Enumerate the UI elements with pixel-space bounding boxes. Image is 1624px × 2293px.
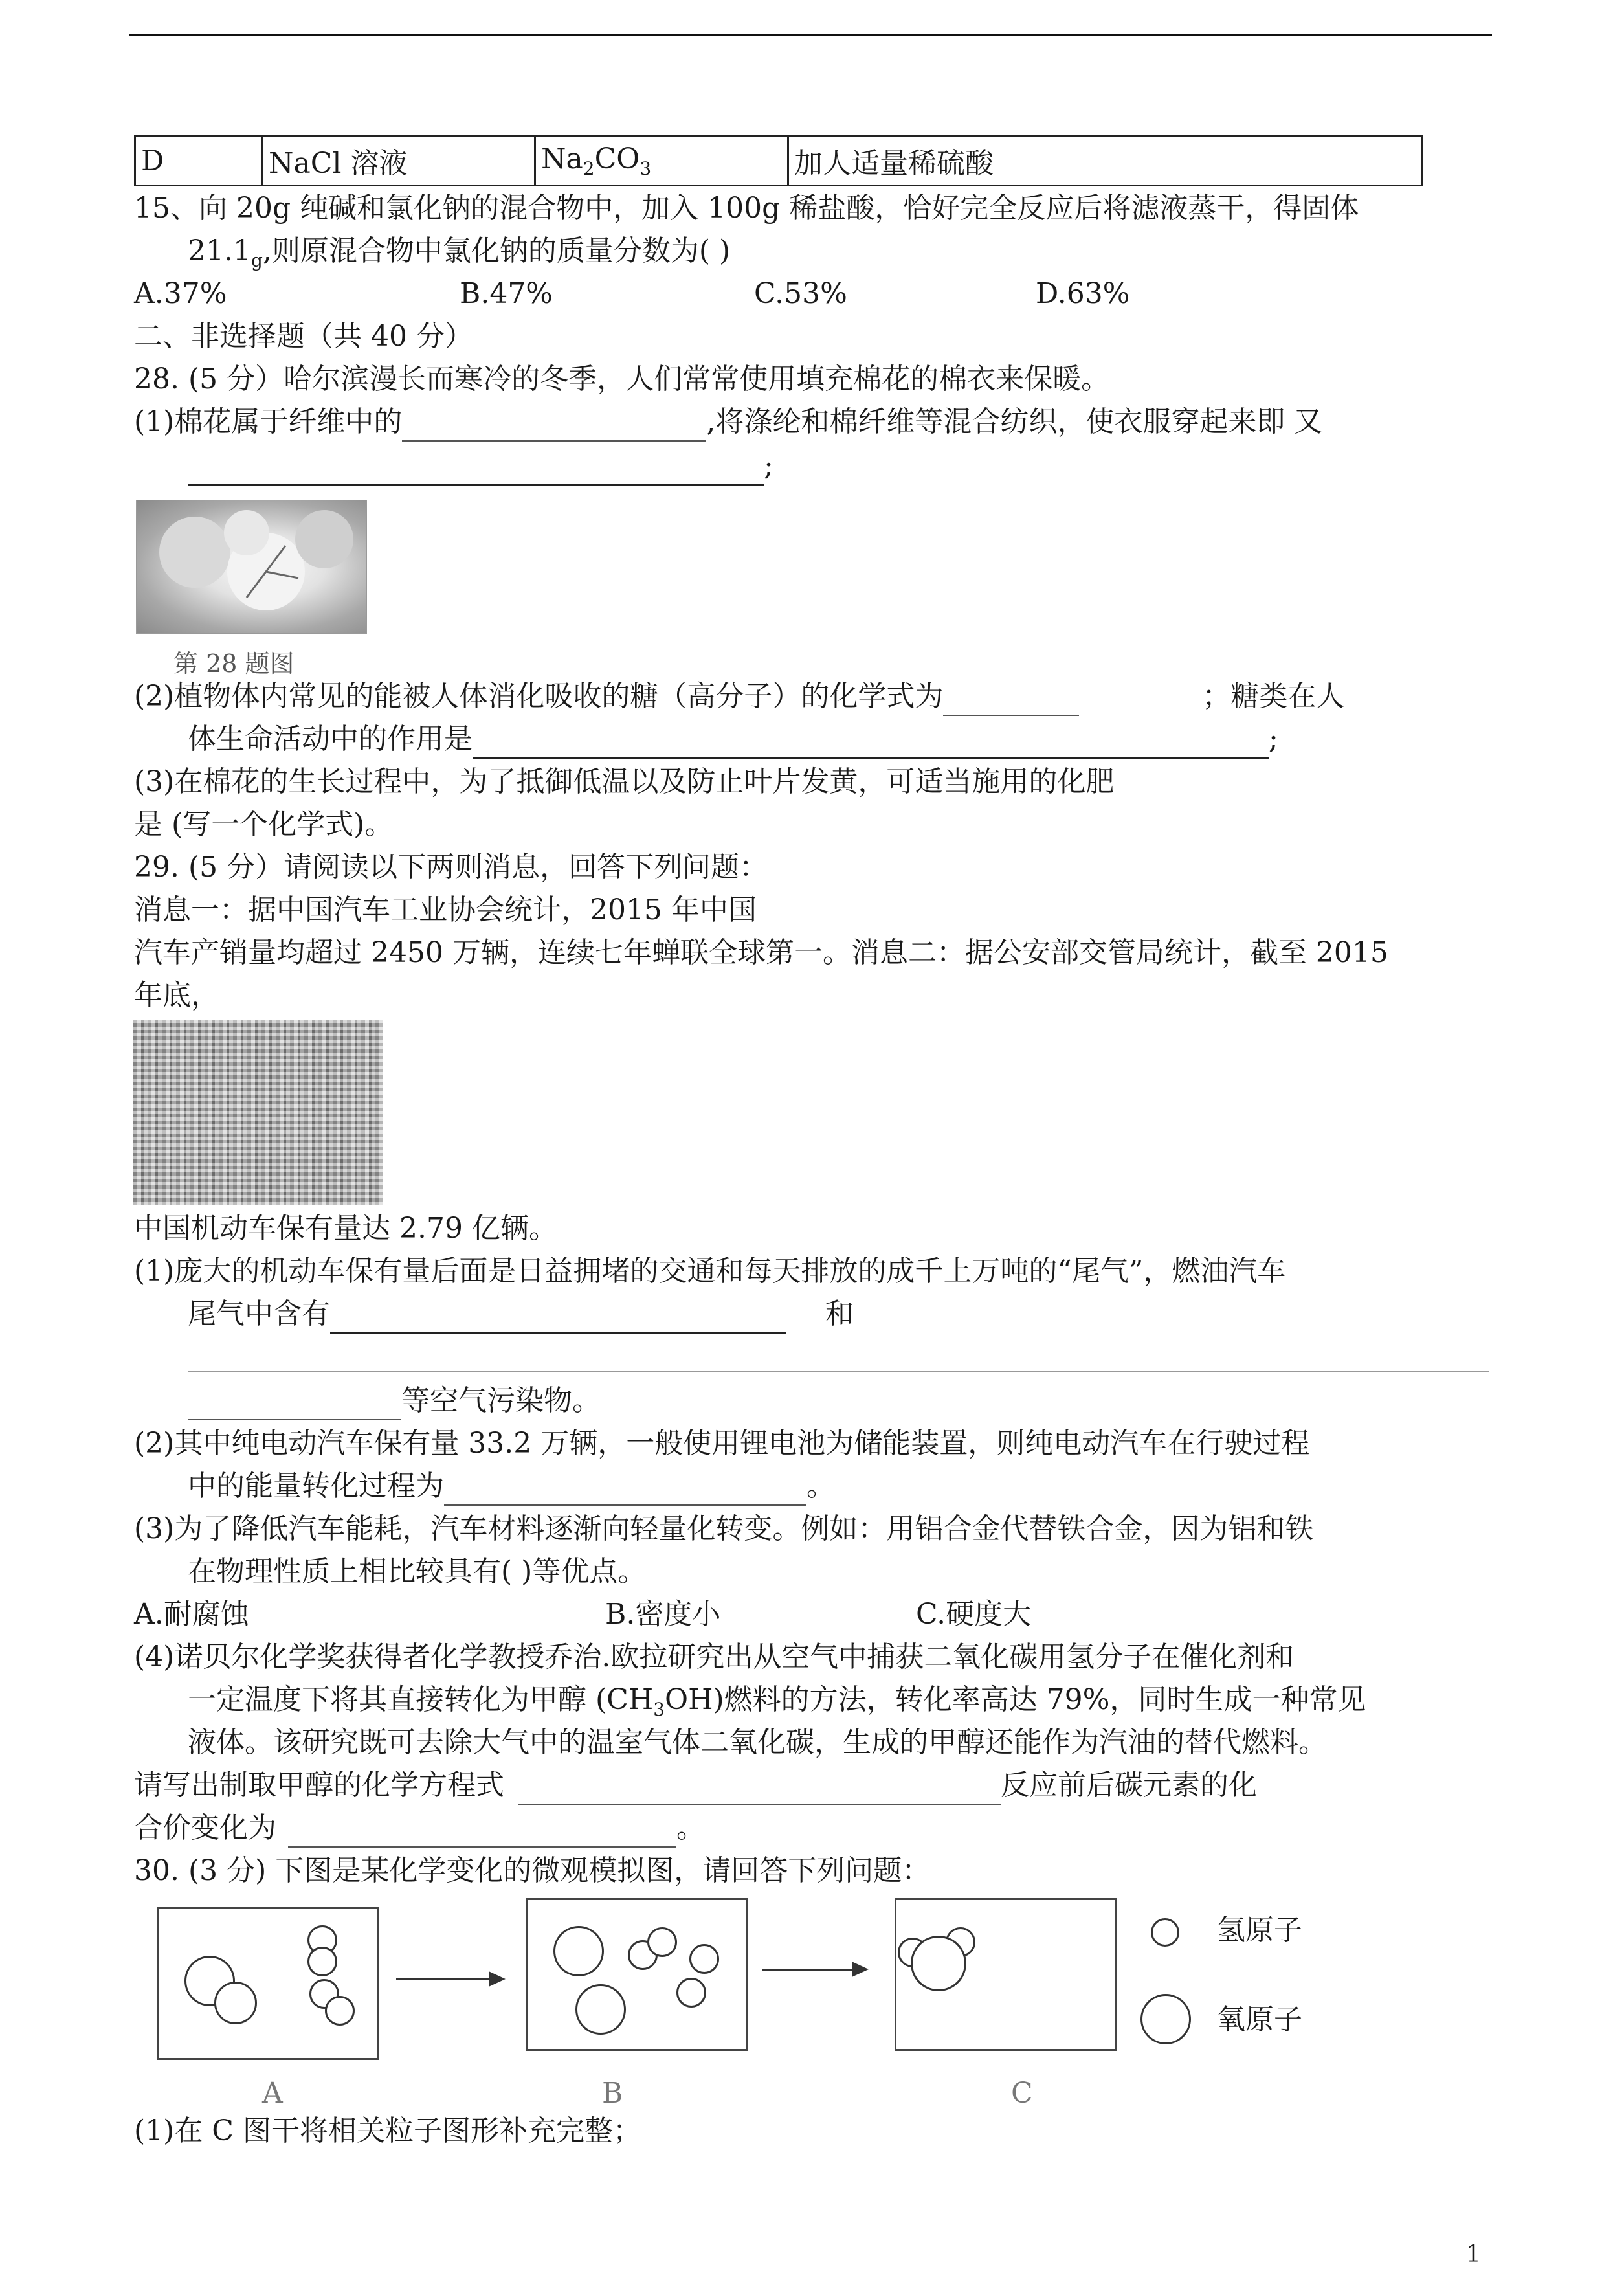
q29-part3-line1: (3)为了降低汽车能耗，汽车材料逐渐向轻量化转变。例如：用铝合金代替铁合金，因为铝和铁 <box>134 1512 1314 1545</box>
q15-option-c: C.53% <box>754 277 847 310</box>
table-cell-method: 加人适量稀硫酸 <box>788 136 1422 186</box>
answer-blank[interactable] <box>518 1775 1001 1805</box>
q30-part1: (1)在 C 图干将相关粒子图形补充完整； <box>134 2114 641 2147</box>
q28-part1-line1: (1)棉花属于纤维中的 ,将涤纶和棉纤维等混合纺织，使衣服穿起来即 又 <box>134 403 1322 442</box>
q15-line1: 15、向 20g 纯碱和氯化钠的混合物中，加入 100g 稀盐酸，恰好完全反应后将滤液蒸干，得固体 <box>134 192 1359 225</box>
q15-option-b: B.47% <box>460 277 553 310</box>
q29-option-b: B.密度小 <box>605 1598 721 1631</box>
oxygen-atom <box>575 1984 626 2035</box>
answer-blank[interactable] <box>444 1476 806 1506</box>
diagram-box-b <box>526 1898 748 2051</box>
q29-message3: 年底， <box>134 979 219 1012</box>
q29-part4-line2: 一定温度下将其直接转化为甲醇 $(CH_3OH)$燃料的方法，转化率高达 79%，同时生成一种常见 <box>188 1683 1366 1720</box>
q15-option-a: A.37% <box>134 277 227 310</box>
answer-line[interactable] <box>188 1371 1489 1372</box>
q28-part2-line1: (2)植物体内常见的能被人体消化吸收的糖（高分子）的化学式为 ；糖类在人 <box>134 677 1344 716</box>
answer-blank[interactable] <box>288 1818 676 1848</box>
cotton-photo <box>136 500 367 634</box>
q28-part3-line1: (3)在棉花的生长过程中，为了抵御低温以及防止叶片发黄，可适当施用的化肥 <box>134 765 1115 798</box>
reaction-arrow <box>762 1969 866 1971</box>
answer-blank[interactable] <box>330 1303 786 1334</box>
table-cell-impurity: $Na_2CO_3$ <box>535 136 788 186</box>
legend-hydrogen-symbol <box>1151 1918 1179 1947</box>
reaction-arrow <box>396 1978 503 1980</box>
hydrogen-atom <box>325 1996 355 2026</box>
legend-oxygen-symbol <box>1140 1994 1191 2044</box>
q29-part2-line2: 中的能量转化过程为 。 <box>188 1467 835 1506</box>
q29-part1-line2: 尾气中含有 和 <box>188 1295 854 1334</box>
legend-hydrogen-label: 氢原子 <box>1217 1914 1302 1947</box>
q29-part4-line3: 液体。该研究既可去除大气中的温室气体二氧化碳，生成的甲醇还能作为汽油的替代燃料。 <box>188 1726 1327 1759</box>
q29-part1-line1: (1)庞大的机动车保有量后面是日益拥堵的交通和每天排放的成千上万吨的“尾气”，燃油汽车 <box>134 1255 1286 1288</box>
hydrogen-atom <box>676 1978 706 2008</box>
q29-part4-line1: (4)诺贝尔化学奖获得者化学教授乔治.欧拉研究出从空气中捕获二氧化碳用氢分子在催化剂和 <box>134 1640 1295 1673</box>
q29-option-c: C.硬度大 <box>916 1598 1032 1631</box>
q29-option-a: A.耐腐蚀 <box>134 1598 249 1631</box>
page-number: 1 <box>1466 2241 1481 2268</box>
q29-part3-line2: 在物理性质上相比较具有( )等优点。 <box>188 1555 647 1588</box>
q29-message2: 汽车产销量均超过 2450 万辆，连续七年蝉联全球第一。消息二：据公安部交管局统计，截至 2015 <box>134 936 1388 969</box>
answer-blank[interactable] <box>188 1391 401 1420</box>
q15-line2: $21.1_g$,则原混合物中氯化钠的质量分数为( ) <box>188 234 731 271</box>
oxygen-atom <box>553 1926 604 1976</box>
diagram-label-a: A <box>262 2077 283 2110</box>
cotton-illustration <box>137 500 366 633</box>
answer-blank[interactable] <box>188 455 764 486</box>
table-row <box>135 136 1422 186</box>
hydrogen-atom <box>307 1947 337 1976</box>
q29-message4: 中国机动车保有量达 2.79 亿辆。 <box>134 1212 557 1245</box>
q28-part1-line2: ; <box>188 447 773 486</box>
hydrogen-atom <box>647 1927 677 1957</box>
diagram-label-c: C <box>1011 2077 1033 2110</box>
section-heading: 二、非选择题（共 40 分） <box>134 320 473 353</box>
diagram-label-b: B <box>602 2077 623 2110</box>
answer-blank[interactable] <box>473 728 1269 759</box>
q29-message1: 消息一：据中国汽车工业协会统计，2015 年中国 <box>134 893 757 926</box>
q29-part1-line3: 等空气污染物。 <box>188 1381 601 1420</box>
q29-part4-line4: 请写出制取甲醇的化学方程式 反应前后碳元素的化 <box>134 1766 1257 1805</box>
q29-part4-line5: 合价变化为 。 <box>134 1809 705 1848</box>
header-rule <box>129 34 1492 36</box>
oxygen-atom <box>911 1936 966 1991</box>
reagent-table <box>134 135 1423 186</box>
diagram-box-c[interactable] <box>895 1898 1117 2051</box>
traffic-photo <box>133 1020 383 1205</box>
answer-blank[interactable] <box>402 412 706 442</box>
q29-part2-line1: (2)其中纯电动汽车保有量 33.2 万辆，一般使用锂电池为储能装置，则纯电动汽车在行驶过程 <box>134 1427 1310 1460</box>
table-cell-option: D <box>135 136 263 186</box>
hydrogen-atom <box>689 1944 719 1974</box>
q28-part2-line2: 体生命活动中的作用是 ; <box>188 720 1278 759</box>
answer-blank[interactable] <box>943 686 1079 716</box>
figure-caption: 第 28 题图 <box>173 649 295 678</box>
q28-title: 28. (5 分）哈尔滨漫长而寒冷的冬季，人们常常使用填充棉花的棉衣来保暖。 <box>134 363 1110 396</box>
q15-option-d: D.63% <box>1036 277 1130 310</box>
q29-title: 29. (5 分）请阅读以下两则消息，回答下列问题： <box>134 851 768 884</box>
oxygen-atom <box>214 1982 257 2024</box>
table-cell-substance: NaCl 溶液 <box>263 136 535 186</box>
q30-title: 30. (3 分) 下图是某化学变化的微观模拟图，请回答下列问题： <box>134 1854 931 1887</box>
diagram-box-a <box>157 1907 379 2060</box>
legend-oxygen-label: 氧原子 <box>1217 2003 1302 2036</box>
q28-part3-line2: 是 (写一个化学式)。 <box>134 808 394 841</box>
